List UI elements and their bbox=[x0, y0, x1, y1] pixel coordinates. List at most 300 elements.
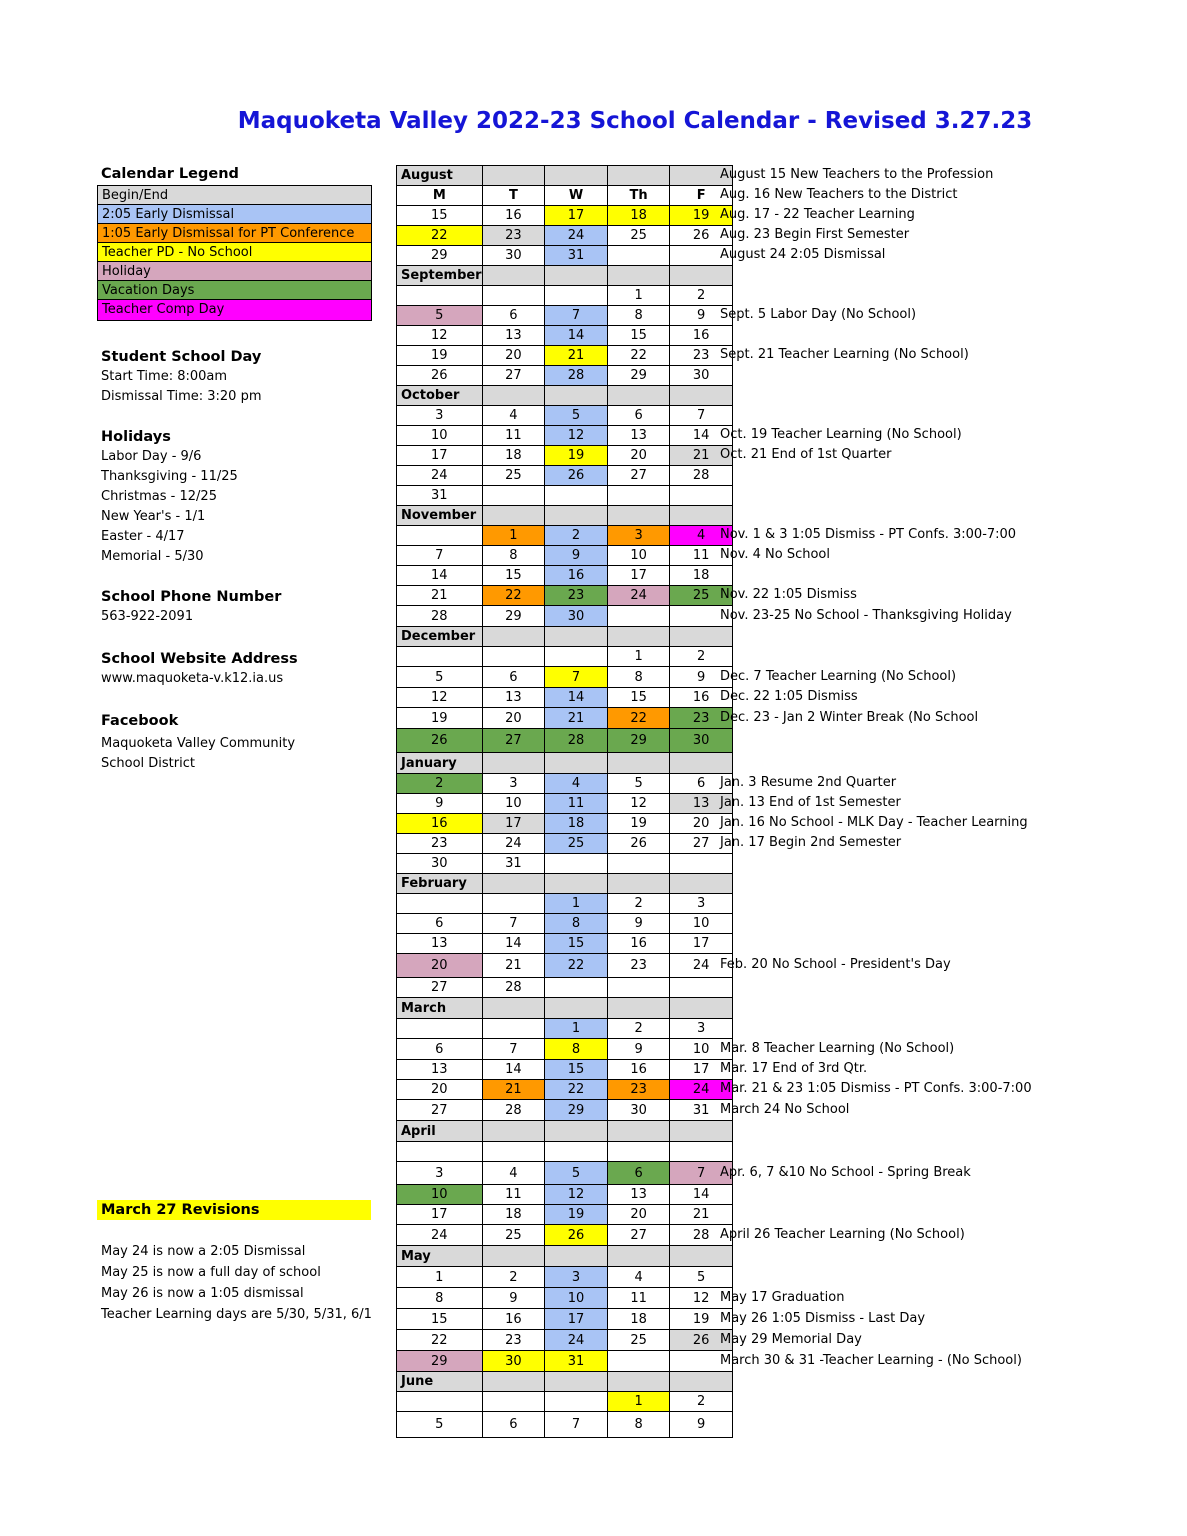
day-cell: 15 bbox=[397, 1309, 483, 1330]
calendar-note: Aug. 23 Begin First Semester bbox=[720, 227, 910, 242]
day-cell: 9 bbox=[607, 1039, 670, 1060]
month-row-cell bbox=[482, 506, 545, 526]
day-cell: 12 bbox=[545, 426, 608, 446]
day-cell: 12 bbox=[397, 688, 483, 708]
month-row bbox=[397, 998, 733, 1019]
weekday-header-row bbox=[397, 186, 733, 206]
day-cell: 2 bbox=[607, 1019, 670, 1039]
day-cell: 11 bbox=[545, 794, 608, 814]
day-cell: 8 bbox=[545, 1039, 608, 1060]
day-cell: 22 bbox=[607, 708, 670, 729]
day-cell: 20 bbox=[482, 708, 545, 729]
day-cell: 14 bbox=[545, 688, 608, 708]
day-cell: 4 bbox=[482, 406, 545, 426]
day-cell: 28 bbox=[397, 606, 483, 627]
revisions-section bbox=[101, 1241, 372, 1325]
day-cell: 31 bbox=[482, 854, 545, 874]
legend-item-205-dismissal: 2:05 Early Dismissal bbox=[98, 205, 371, 224]
month-row-cell bbox=[545, 1246, 608, 1267]
day-cell: 8 bbox=[397, 1288, 483, 1309]
week-row bbox=[397, 226, 733, 246]
day-cell: 17 bbox=[545, 1309, 608, 1330]
month-row bbox=[397, 166, 733, 186]
day-cell: 6 bbox=[482, 306, 545, 326]
month-row-cell bbox=[545, 1372, 608, 1392]
calendar-note: Aug. 17 - 22 Teacher Learning bbox=[720, 207, 915, 222]
day-cell: 10 bbox=[482, 794, 545, 814]
month-row-cell bbox=[607, 1372, 670, 1392]
day-cell: 15 bbox=[545, 934, 608, 954]
day-cell: 22 bbox=[482, 586, 545, 606]
day-cell: 19 bbox=[670, 1309, 733, 1330]
revision-item: Teacher Learning days are 5/30, 5/31, 6/1 bbox=[101, 1307, 372, 1322]
day-cell: 29 bbox=[482, 606, 545, 627]
phone-heading: School Phone Number bbox=[101, 589, 282, 605]
day-cell: 8 bbox=[607, 1412, 670, 1438]
week-row bbox=[397, 914, 733, 934]
day-cell: 16 bbox=[607, 1060, 670, 1080]
day-cell: 8 bbox=[607, 667, 670, 688]
calendar-note: Dec. 7 Teacher Learning (No School) bbox=[720, 669, 957, 684]
month-label: March bbox=[397, 998, 483, 1019]
week-row bbox=[397, 1205, 733, 1225]
calendar-note: April 26 Teacher Learning (No School) bbox=[720, 1227, 965, 1242]
day-cell: 5 bbox=[397, 667, 483, 688]
day-cell: 23 bbox=[670, 708, 733, 729]
day-cell: 3 bbox=[670, 1019, 733, 1039]
week-row bbox=[397, 206, 733, 226]
week-row bbox=[397, 1412, 733, 1438]
month-row-cell bbox=[670, 1121, 733, 1142]
day-cell bbox=[397, 1142, 483, 1162]
day-cell: 24 bbox=[607, 586, 670, 606]
day-cell: 16 bbox=[482, 206, 545, 226]
day-cell: 9 bbox=[607, 914, 670, 934]
day-cell bbox=[397, 286, 483, 306]
weekday-header: W bbox=[545, 186, 608, 206]
calendar-note: Mar. 21 & 23 1:05 Dismiss - PT Confs. 3:00-7:00 bbox=[720, 1081, 1032, 1096]
calendar-note: Nov. 4 No School bbox=[720, 547, 830, 562]
week-row bbox=[397, 566, 733, 586]
week-row bbox=[397, 814, 733, 834]
calendar-note: August 24 2:05 Dismissal bbox=[720, 247, 886, 262]
day-cell: 7 bbox=[482, 1039, 545, 1060]
day-cell: 9 bbox=[670, 667, 733, 688]
day-cell: 3 bbox=[482, 774, 545, 794]
month-row-cell bbox=[482, 874, 545, 894]
week-row bbox=[397, 1060, 733, 1080]
day-cell: 13 bbox=[397, 934, 483, 954]
day-cell: 17 bbox=[670, 934, 733, 954]
day-cell: 19 bbox=[545, 1205, 608, 1225]
day-cell: 3 bbox=[397, 1162, 483, 1185]
month-label: June bbox=[397, 1372, 483, 1392]
month-row-cell bbox=[482, 1372, 545, 1392]
month-label: October bbox=[397, 386, 483, 406]
calendar-note: Apr. 6, 7 &10 No School - Spring Break bbox=[720, 1165, 971, 1180]
day-cell: 6 bbox=[670, 774, 733, 794]
day-cell: 23 bbox=[397, 834, 483, 854]
week-row bbox=[397, 526, 733, 546]
legend-item-teacher-pd: Teacher PD - No School bbox=[98, 243, 371, 262]
week-row bbox=[397, 1142, 733, 1162]
day-cell: 2 bbox=[607, 894, 670, 914]
day-cell: 24 bbox=[482, 834, 545, 854]
day-cell: 6 bbox=[607, 406, 670, 426]
day-cell bbox=[482, 486, 545, 506]
month-row-cell bbox=[482, 998, 545, 1019]
month-label: April bbox=[397, 1121, 483, 1142]
day-cell: 22 bbox=[397, 226, 483, 246]
day-cell bbox=[397, 1019, 483, 1039]
month-label: August bbox=[397, 166, 483, 186]
holiday-item: Easter - 4/17 bbox=[101, 529, 185, 544]
month-row-cell bbox=[670, 1372, 733, 1392]
day-cell: 29 bbox=[545, 1100, 608, 1121]
day-cell bbox=[545, 1392, 608, 1412]
day-cell: 3 bbox=[607, 526, 670, 546]
week-row bbox=[397, 1039, 733, 1060]
day-cell: 1 bbox=[607, 286, 670, 306]
day-cell: 27 bbox=[607, 466, 670, 486]
day-cell: 9 bbox=[397, 794, 483, 814]
day-cell: 17 bbox=[482, 814, 545, 834]
holiday-item: Memorial - 5/30 bbox=[101, 549, 204, 564]
day-cell: 11 bbox=[670, 546, 733, 566]
day-cell: 15 bbox=[607, 688, 670, 708]
day-cell: 19 bbox=[545, 446, 608, 466]
week-row bbox=[397, 1019, 733, 1039]
weekday-header: M bbox=[397, 186, 483, 206]
day-cell: 12 bbox=[670, 1288, 733, 1309]
day-cell: 13 bbox=[607, 426, 670, 446]
day-cell: 21 bbox=[670, 446, 733, 466]
calendar-note: Mar. 8 Teacher Learning (No School) bbox=[720, 1041, 955, 1056]
day-cell: 19 bbox=[670, 206, 733, 226]
weekday-header: Th bbox=[607, 186, 670, 206]
day-cell: 6 bbox=[397, 914, 483, 934]
month-row bbox=[397, 506, 733, 526]
day-cell: 23 bbox=[607, 954, 670, 978]
day-cell: 24 bbox=[670, 954, 733, 978]
day-cell: 16 bbox=[397, 814, 483, 834]
day-cell: 13 bbox=[482, 688, 545, 708]
day-cell: 13 bbox=[607, 1185, 670, 1205]
day-cell: 21 bbox=[482, 1080, 545, 1100]
week-row bbox=[397, 834, 733, 854]
day-cell: 26 bbox=[397, 366, 483, 386]
day-cell: 17 bbox=[397, 1205, 483, 1225]
weekday-header: F bbox=[670, 186, 733, 206]
day-cell: 28 bbox=[482, 978, 545, 998]
day-cell: 4 bbox=[670, 526, 733, 546]
day-cell: 19 bbox=[397, 708, 483, 729]
phone-number: 563-922-2091 bbox=[101, 609, 194, 624]
legend-box bbox=[97, 185, 372, 321]
day-cell: 27 bbox=[607, 1225, 670, 1246]
day-cell: 8 bbox=[607, 306, 670, 326]
day-cell bbox=[670, 1142, 733, 1162]
week-row bbox=[397, 1288, 733, 1309]
calendar-note: Oct. 21 End of 1st Quarter bbox=[720, 447, 892, 462]
month-row-cell bbox=[670, 266, 733, 286]
calendar-table bbox=[396, 165, 733, 1438]
day-cell: 15 bbox=[607, 326, 670, 346]
day-cell bbox=[482, 1392, 545, 1412]
day-cell: 10 bbox=[545, 1288, 608, 1309]
day-cell: 5 bbox=[607, 774, 670, 794]
month-row-cell bbox=[607, 166, 670, 186]
day-cell: 6 bbox=[397, 1039, 483, 1060]
facebook-heading: Facebook bbox=[101, 713, 179, 729]
month-row bbox=[397, 1372, 733, 1392]
day-cell: 22 bbox=[545, 1080, 608, 1100]
day-cell bbox=[670, 486, 733, 506]
day-cell bbox=[545, 286, 608, 306]
day-cell: 4 bbox=[607, 1267, 670, 1288]
legend-item-holiday: Holiday bbox=[98, 262, 371, 281]
day-cell: 18 bbox=[482, 1205, 545, 1225]
day-cell: 2 bbox=[670, 647, 733, 667]
month-label: November bbox=[397, 506, 483, 526]
day-cell: 24 bbox=[397, 1225, 483, 1246]
day-cell: 23 bbox=[545, 586, 608, 606]
day-cell: 21 bbox=[670, 1205, 733, 1225]
legend-heading: Calendar Legend bbox=[101, 166, 239, 182]
week-row bbox=[397, 934, 733, 954]
week-row bbox=[397, 729, 733, 753]
week-row bbox=[397, 854, 733, 874]
calendar-note: Sept. 5 Labor Day (No School) bbox=[720, 307, 917, 322]
day-cell bbox=[607, 246, 670, 266]
day-cell: 30 bbox=[670, 729, 733, 753]
day-cell: 25 bbox=[670, 586, 733, 606]
day-cell: 9 bbox=[545, 546, 608, 566]
week-row bbox=[397, 346, 733, 366]
week-row bbox=[397, 1309, 733, 1330]
calendar-note: Dec. 23 - Jan 2 Winter Break (No School bbox=[720, 710, 979, 725]
day-cell bbox=[482, 894, 545, 914]
day-cell bbox=[607, 606, 670, 627]
page-title: Maquoketa Valley 2022-23 School Calendar - Revised 3.27.23 bbox=[237, 108, 1033, 134]
calendar-note: Nov. 1 & 3 1:05 Dismiss - PT Confs. 3:00-7:00 bbox=[720, 527, 1017, 542]
day-cell: 16 bbox=[670, 326, 733, 346]
day-cell: 27 bbox=[397, 978, 483, 998]
week-row bbox=[397, 446, 733, 466]
month-row-cell bbox=[607, 998, 670, 1019]
day-cell: 3 bbox=[397, 406, 483, 426]
month-row-cell bbox=[482, 627, 545, 647]
day-cell bbox=[397, 526, 483, 546]
day-cell: 14 bbox=[482, 934, 545, 954]
day-cell: 21 bbox=[545, 708, 608, 729]
calendar-note: Oct. 19 Teacher Learning (No School) bbox=[720, 427, 962, 442]
weekday-header: T bbox=[482, 186, 545, 206]
calendar-note: May 26 1:05 Dismiss - Last Day bbox=[720, 1311, 926, 1326]
month-row-cell bbox=[545, 266, 608, 286]
month-row-cell bbox=[545, 874, 608, 894]
week-row bbox=[397, 774, 733, 794]
day-cell: 17 bbox=[545, 206, 608, 226]
day-cell: 14 bbox=[397, 566, 483, 586]
day-cell: 1 bbox=[545, 894, 608, 914]
month-row-cell bbox=[670, 386, 733, 406]
phone-section bbox=[101, 587, 281, 627]
week-row bbox=[397, 1162, 733, 1185]
day-cell: 1 bbox=[482, 526, 545, 546]
week-row bbox=[397, 546, 733, 566]
day-cell: 28 bbox=[670, 466, 733, 486]
day-cell bbox=[607, 854, 670, 874]
day-cell: 16 bbox=[545, 566, 608, 586]
day-cell: 30 bbox=[545, 606, 608, 627]
month-row-cell bbox=[545, 506, 608, 526]
day-cell: 4 bbox=[545, 774, 608, 794]
month-row-cell bbox=[607, 627, 670, 647]
week-row bbox=[397, 688, 733, 708]
website-heading: School Website Address bbox=[101, 651, 298, 667]
website-section bbox=[101, 649, 298, 689]
month-row-cell bbox=[482, 753, 545, 774]
day-cell: 20 bbox=[607, 446, 670, 466]
day-cell: 1 bbox=[397, 1267, 483, 1288]
day-cell: 12 bbox=[545, 1185, 608, 1205]
day-cell: 23 bbox=[670, 346, 733, 366]
facebook-line-1: Maquoketa Valley Community bbox=[101, 736, 296, 751]
month-row bbox=[397, 1246, 733, 1267]
day-cell bbox=[482, 286, 545, 306]
day-cell: 2 bbox=[545, 526, 608, 546]
day-cell: 22 bbox=[545, 954, 608, 978]
day-cell: 30 bbox=[607, 1100, 670, 1121]
day-cell: 25 bbox=[482, 466, 545, 486]
revision-item: May 26 is now a 1:05 dismissal bbox=[101, 1286, 304, 1301]
day-cell: 1 bbox=[607, 1392, 670, 1412]
month-row-cell bbox=[607, 1246, 670, 1267]
week-row bbox=[397, 1351, 733, 1372]
day-cell: 3 bbox=[670, 894, 733, 914]
day-cell: 25 bbox=[607, 1330, 670, 1351]
day-cell bbox=[545, 854, 608, 874]
day-cell: 12 bbox=[607, 794, 670, 814]
day-cell: 9 bbox=[482, 1288, 545, 1309]
facebook-section bbox=[101, 711, 295, 774]
day-cell bbox=[607, 1351, 670, 1372]
day-cell: 31 bbox=[545, 1351, 608, 1372]
day-cell bbox=[545, 486, 608, 506]
week-row bbox=[397, 486, 733, 506]
day-cell bbox=[482, 1142, 545, 1162]
month-row bbox=[397, 753, 733, 774]
month-row-cell bbox=[545, 1121, 608, 1142]
revision-item: May 24 is now a 2:05 Dismissal bbox=[101, 1244, 306, 1259]
day-cell bbox=[397, 647, 483, 667]
month-row-cell bbox=[545, 998, 608, 1019]
day-cell: 17 bbox=[607, 566, 670, 586]
month-row bbox=[397, 874, 733, 894]
revision-item: May 25 is now a full day of school bbox=[101, 1265, 321, 1280]
holiday-item: Labor Day - 9/6 bbox=[101, 449, 202, 464]
day-cell: 30 bbox=[482, 1351, 545, 1372]
calendar-note: Jan. 17 Begin 2nd Semester bbox=[720, 835, 902, 850]
day-cell: 6 bbox=[482, 1412, 545, 1438]
day-cell bbox=[482, 1019, 545, 1039]
day-cell: 21 bbox=[482, 954, 545, 978]
facebook-line-2: School District bbox=[101, 756, 195, 771]
day-cell: 28 bbox=[482, 1100, 545, 1121]
week-row bbox=[397, 978, 733, 998]
day-cell: 5 bbox=[397, 1412, 483, 1438]
day-cell bbox=[607, 978, 670, 998]
month-row-cell bbox=[482, 1246, 545, 1267]
week-row bbox=[397, 647, 733, 667]
day-cell: 28 bbox=[545, 729, 608, 753]
day-cell: 18 bbox=[670, 566, 733, 586]
calendar-note: Jan. 16 No School - MLK Day - Teacher Learning bbox=[720, 815, 1028, 830]
day-cell: 29 bbox=[397, 1351, 483, 1372]
day-cell: 16 bbox=[607, 934, 670, 954]
day-cell: 15 bbox=[545, 1060, 608, 1080]
day-cell: 11 bbox=[482, 426, 545, 446]
dismissal-time: Dismissal Time: 3:20 pm bbox=[101, 389, 262, 404]
day-cell: 25 bbox=[482, 1225, 545, 1246]
holiday-item: Thanksgiving - 11/25 bbox=[101, 469, 238, 484]
legend-item-vacation: Vacation Days bbox=[98, 281, 371, 300]
month-row-cell bbox=[607, 266, 670, 286]
calendar-note: March 30 & 31 -Teacher Learning - (No School) bbox=[720, 1353, 1022, 1368]
day-cell: 26 bbox=[397, 729, 483, 753]
calendar-note: August 15 New Teachers to the Profession bbox=[720, 167, 994, 182]
day-cell: 5 bbox=[670, 1267, 733, 1288]
day-cell: 9 bbox=[670, 306, 733, 326]
day-cell bbox=[397, 894, 483, 914]
day-cell: 31 bbox=[670, 1100, 733, 1121]
day-cell: 7 bbox=[670, 1162, 733, 1185]
day-cell: 20 bbox=[670, 814, 733, 834]
day-cell: 7 bbox=[545, 1412, 608, 1438]
day-cell: 5 bbox=[545, 1162, 608, 1185]
day-cell: 8 bbox=[545, 914, 608, 934]
day-cell: 1 bbox=[607, 647, 670, 667]
day-cell bbox=[545, 978, 608, 998]
week-row bbox=[397, 586, 733, 606]
calendar-note: March 24 No School bbox=[720, 1102, 850, 1117]
day-cell: 29 bbox=[607, 729, 670, 753]
month-row-cell bbox=[545, 166, 608, 186]
month-row-cell bbox=[545, 753, 608, 774]
day-cell: 20 bbox=[397, 954, 483, 978]
day-cell: 17 bbox=[670, 1060, 733, 1080]
day-cell: 19 bbox=[397, 346, 483, 366]
week-row bbox=[397, 894, 733, 914]
week-row bbox=[397, 1330, 733, 1351]
day-cell: 26 bbox=[607, 834, 670, 854]
calendar-note: Mar. 17 End of 3rd Qtr. bbox=[720, 1061, 868, 1076]
month-row-cell bbox=[607, 753, 670, 774]
week-row bbox=[397, 246, 733, 266]
holidays-heading: Holidays bbox=[101, 429, 171, 445]
day-cell: 24 bbox=[545, 226, 608, 246]
legend-item-105-dismissal: 1:05 Early Dismissal for PT Conference bbox=[98, 224, 371, 243]
day-cell: 10 bbox=[607, 546, 670, 566]
month-label: December bbox=[397, 627, 483, 647]
day-cell bbox=[545, 647, 608, 667]
day-cell: 2 bbox=[670, 286, 733, 306]
week-row bbox=[397, 1185, 733, 1205]
day-cell: 10 bbox=[670, 914, 733, 934]
day-cell: 23 bbox=[482, 226, 545, 246]
day-cell: 25 bbox=[545, 834, 608, 854]
